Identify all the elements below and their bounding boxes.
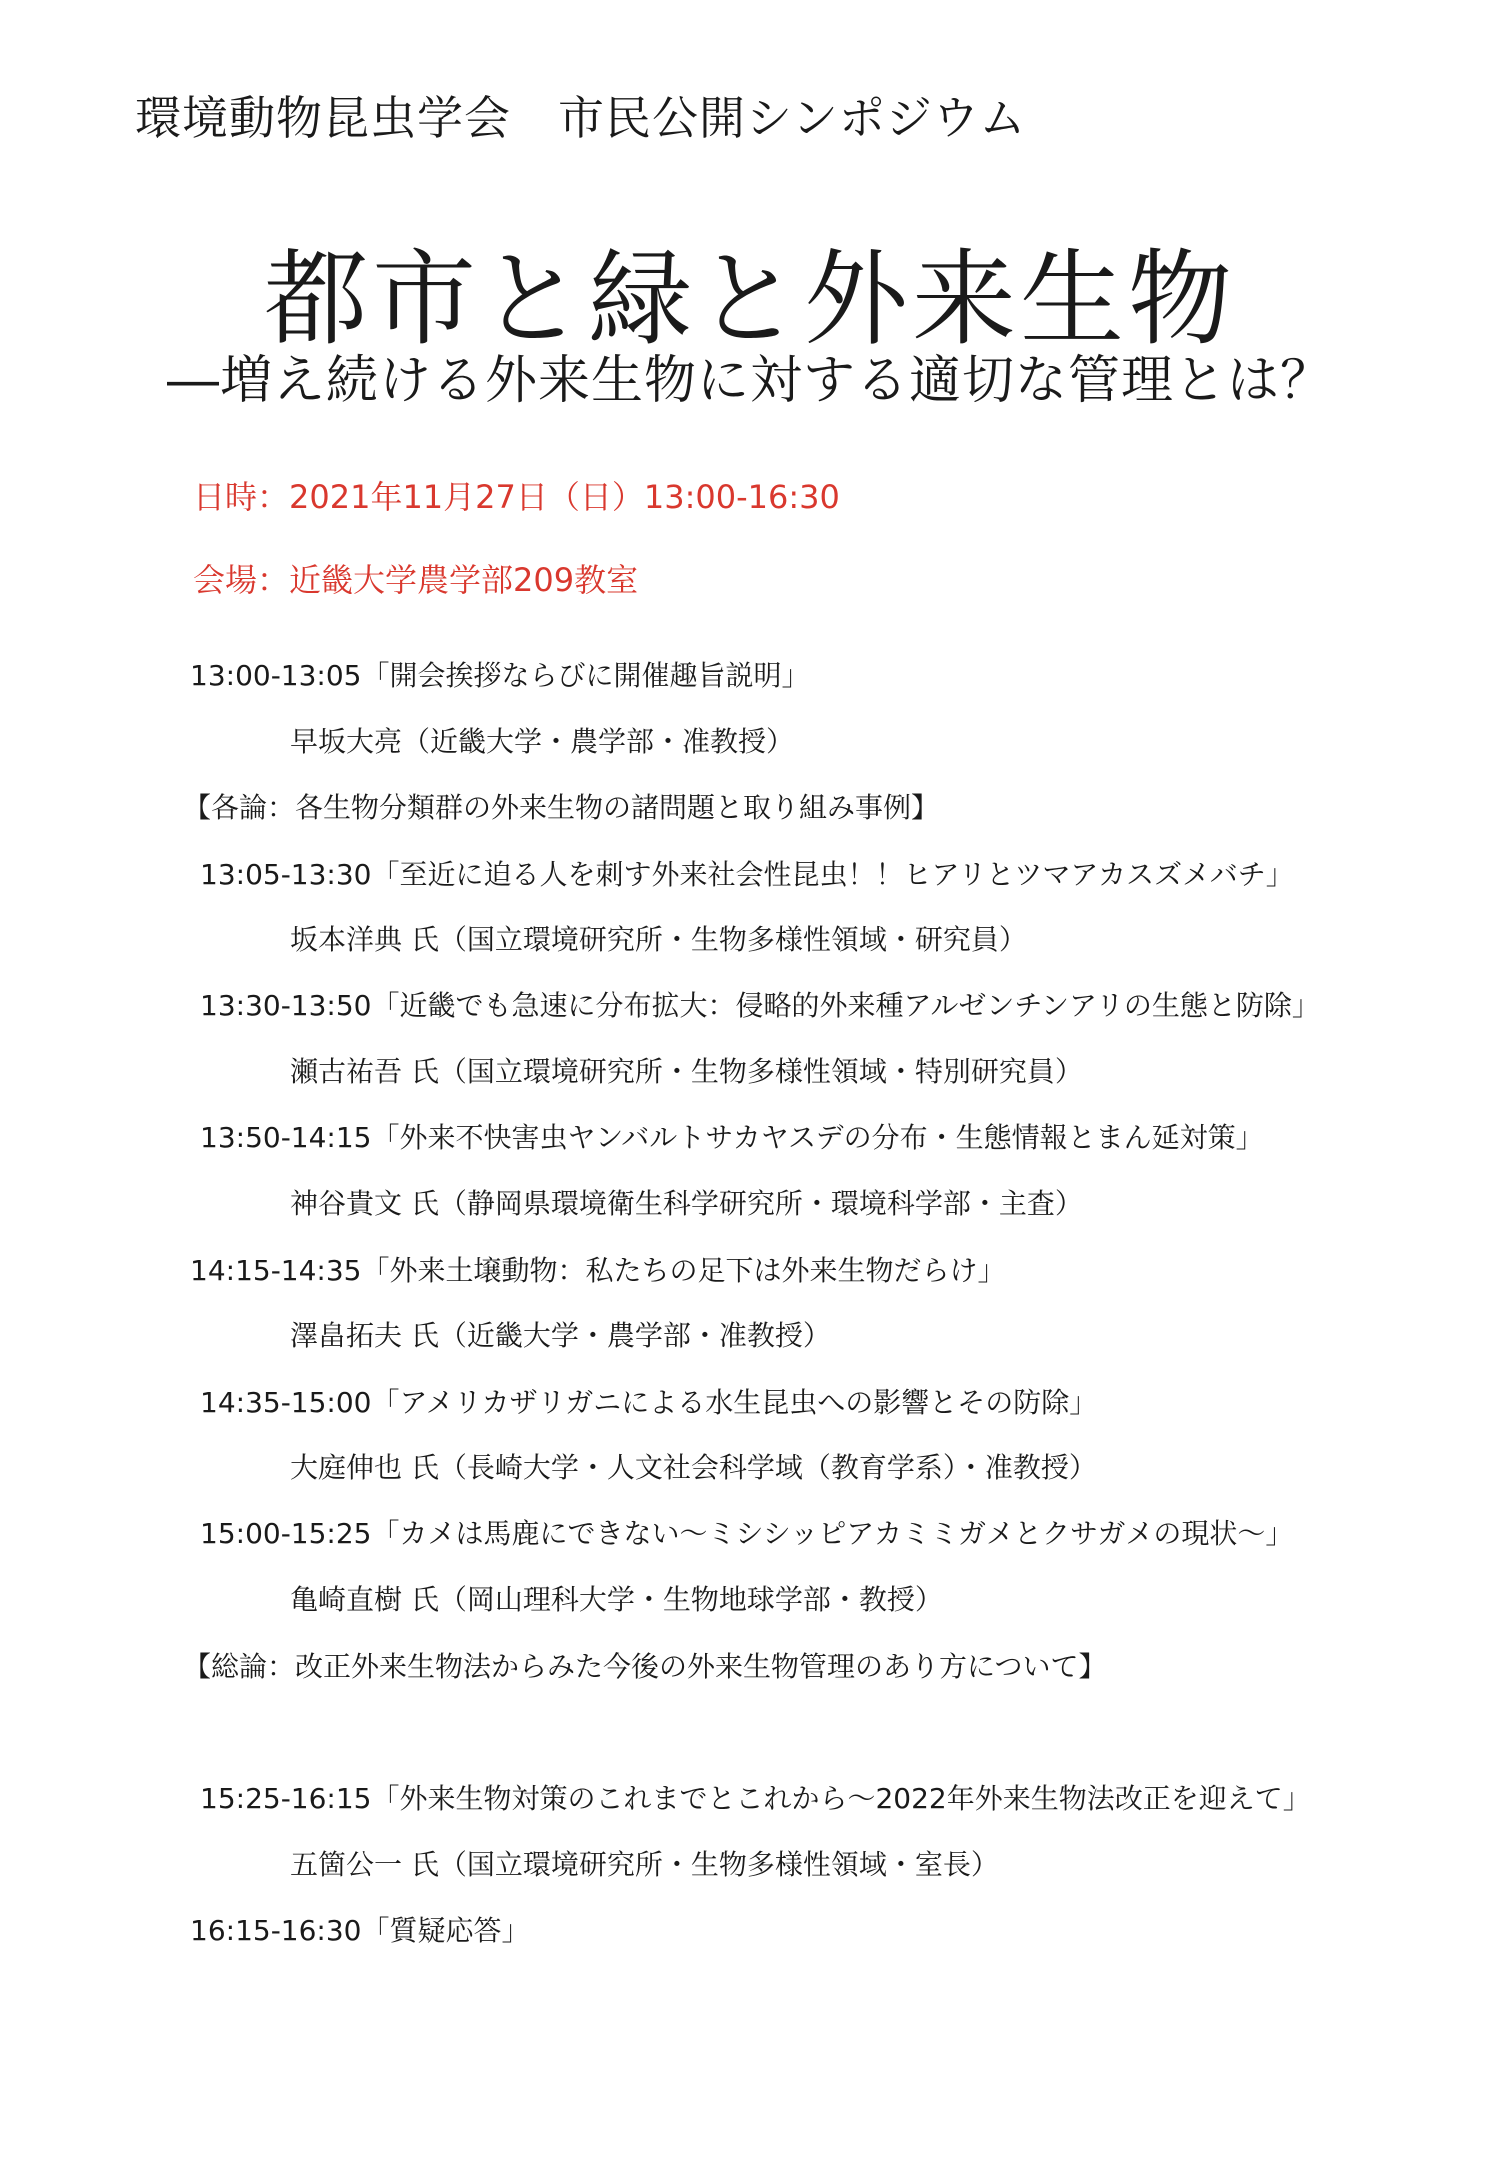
subtitle: ―増え続ける外来生物に対する適切な管理とは？ bbox=[166, 351, 1333, 411]
keynote-talk: 15:25-16:15「外来生物対策のこれまでとこれから～2022年外来生物法改正を迎えて」 bbox=[200, 1782, 1311, 1815]
talk-6: 15:00-15:25「カメは馬鹿にできない～ミシシッピアカミミガメとクサガメの現状～」 bbox=[200, 1517, 1294, 1550]
talk-4: 14:15-14:35「外来土壌動物：私たちの足下は外来生物だらけ」 bbox=[190, 1254, 1006, 1287]
speaker-3: 神谷貴文 氏（静岡県環境衛生科学研究所・環境科学部・主査） bbox=[290, 1187, 1083, 1220]
talk-3: 13:50-14:15「外来不快害虫ヤンバルトサカヤスデの分布・生態情報とまん延対策」 bbox=[200, 1121, 1264, 1154]
main-title: 都市と緑と外来生物 bbox=[263, 238, 1236, 360]
program-opening-talk: 13:00-13:05「開会挨拶ならびに開催趣旨説明」 bbox=[190, 659, 810, 692]
program-opening-speaker: 早坂大亮（近畿大学・農学部・准教授） bbox=[290, 725, 795, 758]
speaker-5: 大庭伸也 氏（長崎大学・人文社会科学域（教育学系）・准教授） bbox=[290, 1451, 1097, 1484]
closing-talk: 16:15-16:30「質疑応答」 bbox=[190, 1914, 530, 1947]
section-heading-overview: 【総論：改正外来生物法からみた今後の外来生物管理のあり方について】 bbox=[183, 1650, 1107, 1683]
event-venue: 会場：近畿大学農学部209教室 bbox=[193, 561, 639, 599]
speaker-6: 亀崎直樹 氏（岡山理科大学・生物地球学部・教授） bbox=[290, 1583, 943, 1616]
speaker-2: 瀬古祐吾 氏（国立環境研究所・生物多様性領域・特別研究員） bbox=[290, 1055, 1083, 1088]
talk-2: 13:30-13:50「近畿でも急速に分布拡大：侵略的外来種アルゼンチンアリの生態と防除」 bbox=[200, 989, 1320, 1022]
talk-5: 14:35-15:00「アメリカザリガニによる水生昆虫への影響とその防除」 bbox=[200, 1386, 1098, 1419]
event-datetime: 日時：2021年11月27日（日）13:00-16:30 bbox=[193, 478, 840, 516]
section-heading-individual: 【各論：各生物分類群の外来生物の諸問題と取り組み事例】 bbox=[183, 791, 940, 824]
speaker-4: 澤畠拓夫 氏（近畿大学・農学部・准教授） bbox=[290, 1319, 831, 1352]
talk-1: 13:05-13:30「至近に迫る人を刺す外来社会性昆虫！！ヒアリとツマアカスズメバチ」 bbox=[200, 858, 1294, 891]
keynote-speaker: 五箇公一 氏（国立環境研究所・生物多様性領域・室長） bbox=[290, 1848, 999, 1881]
speaker-1: 坂本洋典 氏（国立環境研究所・生物多様性領域・研究員） bbox=[290, 923, 1027, 956]
organizer-line: 環境動物昆虫学会 市民公開シンポジウム bbox=[135, 91, 1027, 145]
